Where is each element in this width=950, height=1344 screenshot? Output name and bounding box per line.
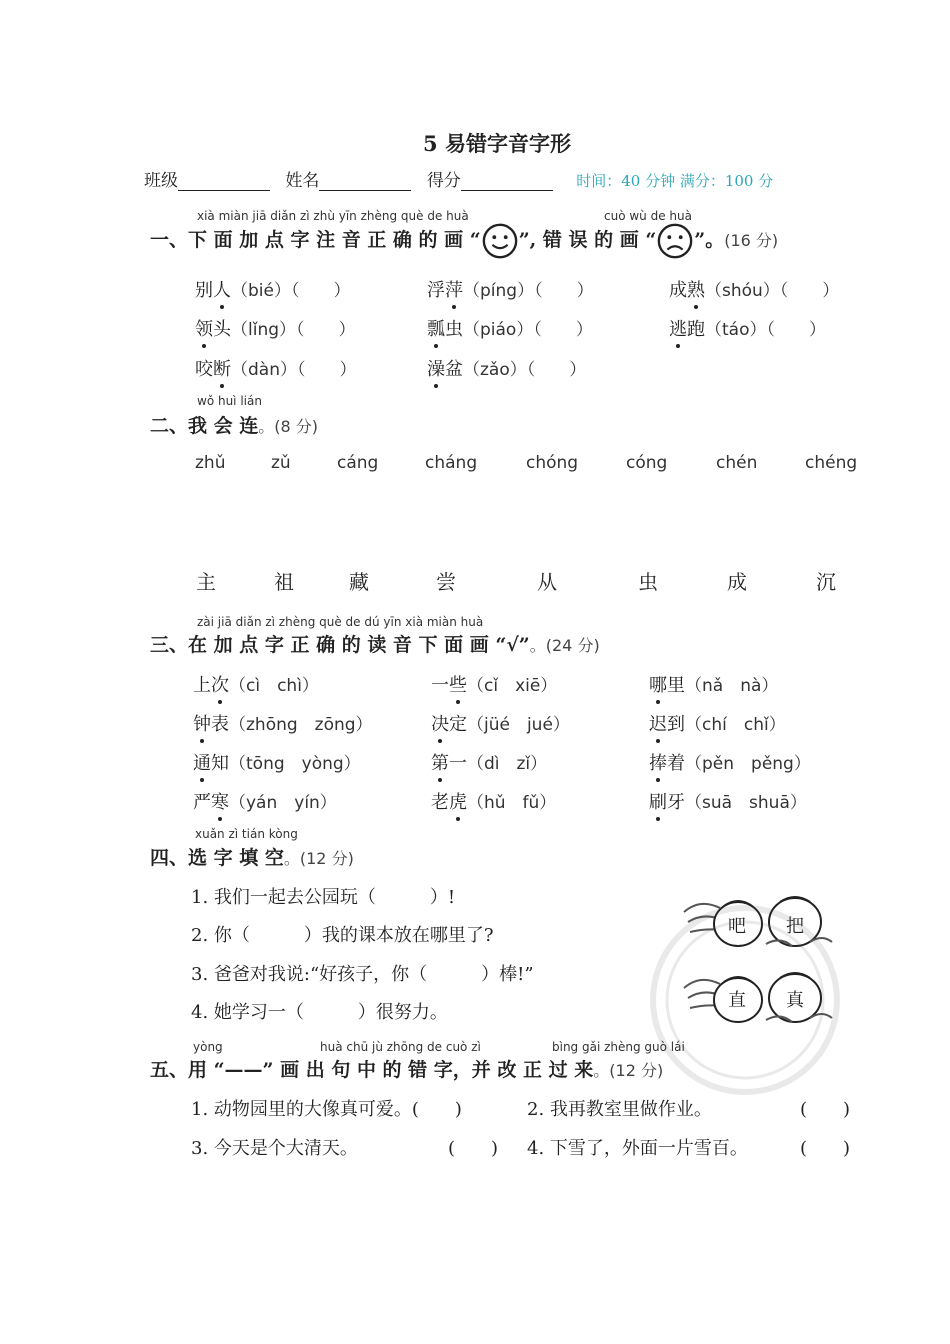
match-pinyin[interactable]: cáng bbox=[337, 453, 379, 473]
match-char[interactable]: 沉 bbox=[816, 570, 836, 594]
item-pinyin: （bié）（ ） bbox=[231, 281, 351, 301]
item-pinyin: （lǐng）（ ） bbox=[231, 320, 356, 340]
s5-sentence-1[interactable]: 1. 动物园里的大像真可爱。( ) bbox=[191, 1099, 462, 1120]
s3-item-2 bbox=[431, 671, 557, 697]
match-pinyin[interactable]: cháng bbox=[425, 453, 478, 473]
s1-text-c: ”。 bbox=[694, 229, 725, 251]
dotted-char: 逃 bbox=[669, 315, 687, 341]
item-char: 一 bbox=[431, 675, 449, 696]
item-char: 别 bbox=[195, 280, 213, 301]
s5-sentence-3[interactable]: 3. 今天是个大清天。 bbox=[191, 1138, 358, 1159]
class-label: 班级 bbox=[144, 171, 178, 191]
s4-num: 四、 bbox=[150, 847, 189, 869]
dotted-char: 人 bbox=[213, 276, 231, 302]
item-pinyin[interactable]: （cǐ xiē） bbox=[467, 676, 558, 696]
item-pinyin: （piáo）（ ） bbox=[463, 320, 593, 340]
s1-heading bbox=[150, 222, 778, 260]
s1-text-a: 下 面 加 点 字 注 音 正 确 的 画 “ bbox=[188, 229, 481, 251]
watermark-seal-icon bbox=[640, 900, 850, 1100]
dotted-char: 通 bbox=[193, 749, 211, 775]
s3-text: 在 加 点 字 正 确 的 读 音 下 面 画 “√” bbox=[188, 634, 530, 656]
dotted-char: 次 bbox=[211, 671, 229, 697]
s3-item-6 bbox=[649, 710, 786, 736]
s3-item-9 bbox=[649, 749, 811, 775]
item-char: 一 bbox=[449, 753, 467, 774]
item-char: 牙 bbox=[667, 792, 685, 813]
item-char: 跑 bbox=[687, 319, 705, 340]
item-pinyin[interactable]: （nǎ nà） bbox=[685, 676, 779, 696]
match-pinyin[interactable]: cóng bbox=[626, 453, 668, 473]
s2-num: 二、 bbox=[150, 415, 189, 437]
s3-item-7 bbox=[193, 749, 361, 775]
s1-item-7 bbox=[195, 355, 356, 381]
s4-question-2[interactable]: 2. 你（ ）我的课本放在哪里了? bbox=[191, 925, 494, 946]
dotted-char: 虎 bbox=[449, 788, 467, 814]
s5-sentence-4[interactable]: 4. 下雪了，外面一片雪百。 bbox=[527, 1138, 748, 1159]
s3-item-4 bbox=[193, 710, 373, 736]
dotted-char: 哪 bbox=[649, 671, 667, 697]
s1-num: 一、 bbox=[150, 229, 189, 251]
info-row bbox=[144, 166, 773, 191]
item-pinyin: （píng）（ ） bbox=[463, 281, 594, 301]
item-pinyin[interactable]: （hǔ fǔ） bbox=[467, 793, 557, 813]
match-pinyin[interactable]: zǔ bbox=[271, 453, 291, 473]
item-char: 表 bbox=[211, 714, 229, 735]
s1-pinyin-b: cuò wù de huà bbox=[604, 209, 692, 223]
class-field[interactable] bbox=[178, 172, 270, 191]
sad-face-icon bbox=[656, 222, 694, 260]
s1-text-b: ”, 错 误 的 画 “ bbox=[518, 229, 657, 251]
item-char: 严 bbox=[193, 792, 211, 813]
item-char: 里 bbox=[667, 675, 685, 696]
s3-item-12 bbox=[649, 788, 807, 814]
s5-answer-blank[interactable]: ( ) bbox=[800, 1099, 851, 1120]
item-char: 定 bbox=[449, 714, 467, 735]
s5-pinyin-a: yòng bbox=[193, 1040, 223, 1054]
s1-item-4 bbox=[195, 315, 356, 341]
name-label: 姓名 bbox=[285, 171, 320, 191]
s3-item-11 bbox=[431, 788, 556, 814]
s3-item-3 bbox=[649, 671, 778, 697]
item-pinyin[interactable]: （zhōng zōng） bbox=[229, 715, 373, 735]
smiley-face-icon bbox=[481, 222, 519, 260]
s3-num: 三、 bbox=[150, 634, 189, 656]
dotted-char: 捧 bbox=[649, 749, 667, 775]
item-char: 老 bbox=[431, 792, 449, 813]
item-char: 着 bbox=[667, 753, 685, 774]
item-char: 到 bbox=[667, 714, 685, 735]
time-score-info: 时间：40 分钟 满分：100 分 bbox=[576, 172, 774, 190]
s1-item-3 bbox=[669, 276, 839, 302]
item-pinyin[interactable]: （dì zǐ） bbox=[467, 754, 548, 774]
s3-item-1 bbox=[193, 671, 319, 697]
match-char[interactable]: 从 bbox=[537, 570, 557, 594]
dotted-char: 澡 bbox=[427, 355, 445, 381]
item-pinyin[interactable]: （tōng yòng） bbox=[229, 754, 361, 774]
match-pinyin[interactable]: chéng bbox=[805, 453, 858, 473]
item-pinyin[interactable]: （suā shuā） bbox=[685, 793, 807, 813]
item-pinyin: （shóu）（ ） bbox=[705, 281, 840, 301]
s3-item-8 bbox=[431, 749, 547, 775]
match-char[interactable]: 成 bbox=[727, 570, 747, 594]
item-char: 咬 bbox=[195, 359, 213, 380]
s5-pinyin-c: bìng gǎi zhèng guò lái bbox=[552, 1040, 685, 1054]
match-pinyin[interactable]: chén bbox=[716, 453, 758, 473]
match-char[interactable]: 祖 bbox=[274, 570, 294, 594]
dotted-char: 瓢 bbox=[427, 315, 445, 341]
match-pinyin[interactable]: zhǔ bbox=[195, 453, 226, 473]
item-pinyin[interactable]: （yán yín） bbox=[229, 793, 337, 813]
match-char[interactable]: 主 bbox=[196, 570, 216, 594]
dotted-char: 熟 bbox=[687, 276, 705, 302]
dotted-char: 萍 bbox=[445, 276, 463, 302]
item-pinyin: （dàn）（ ） bbox=[231, 360, 357, 380]
page-title: 5 易错字音字形 bbox=[423, 131, 571, 156]
item-char: 盆 bbox=[445, 359, 463, 380]
dotted-char: 刷 bbox=[649, 788, 667, 814]
dotted-char: 钟 bbox=[193, 710, 211, 736]
name-field[interactable] bbox=[319, 172, 411, 191]
s4-text: 选 字 填 空 bbox=[188, 847, 284, 869]
dotted-char: 断 bbox=[213, 355, 231, 381]
s4-pinyin: xuǎn zì tián kòng bbox=[195, 827, 298, 841]
s1-score: (16 分) bbox=[724, 231, 779, 250]
s5-score: 。(12 分) bbox=[593, 1061, 664, 1080]
score-field[interactable] bbox=[461, 172, 553, 191]
s5-answer-blank[interactable]: ( ) bbox=[800, 1138, 851, 1159]
s2-text: 我 会 连 bbox=[188, 415, 259, 437]
s2-heading bbox=[150, 411, 318, 438]
pumpkin-option: 直 bbox=[728, 990, 746, 1011]
item-char: 虫 bbox=[445, 319, 463, 340]
dotted-char: 决 bbox=[431, 710, 449, 736]
dotted-char: 第 bbox=[431, 749, 449, 775]
s3-pinyin: zài jiā diǎn zì zhèng què de dú yīn xià miàn huà bbox=[197, 615, 484, 629]
s4-score: 。(12 分) bbox=[283, 849, 354, 868]
item-pinyin: （táo）（ ） bbox=[705, 320, 826, 340]
item-pinyin[interactable]: （cì chì） bbox=[229, 676, 319, 696]
match-char[interactable]: 虫 bbox=[638, 570, 658, 594]
pumpkin-option: 把 bbox=[786, 916, 804, 937]
s2-score: 。(8 分) bbox=[258, 417, 319, 436]
s3-heading bbox=[150, 630, 600, 657]
match-char[interactable]: 藏 bbox=[349, 570, 369, 594]
s5-heading bbox=[150, 1055, 663, 1082]
item-char: 上 bbox=[193, 675, 211, 696]
pumpkin-option: 吧 bbox=[728, 916, 746, 937]
s4-question-1[interactable]: 1. 我们一起去公园玩（ ）! bbox=[191, 887, 456, 908]
s1-item-6 bbox=[669, 315, 826, 341]
s2-pinyin: wǒ huì lián bbox=[197, 394, 262, 408]
item-pinyin[interactable]: （pěn pěng） bbox=[685, 754, 811, 774]
item-char: 知 bbox=[211, 753, 229, 774]
score-label: 得分 bbox=[426, 171, 461, 191]
s4-question-4[interactable]: 4. 她学习一（ ）很努力。 bbox=[191, 1002, 448, 1023]
item-char: 头 bbox=[213, 319, 231, 340]
dotted-char: 领 bbox=[195, 315, 213, 341]
dotted-char: 寒 bbox=[211, 788, 229, 814]
item-pinyin: （zǎo）（ ） bbox=[463, 360, 587, 380]
s5-pinyin-b: huà chū jù zhōng de cuò zì bbox=[320, 1040, 481, 1054]
s4-heading bbox=[150, 843, 354, 870]
pumpkin-option: 真 bbox=[786, 990, 804, 1011]
s5-num: 五、 bbox=[150, 1059, 189, 1081]
item-char: 浮 bbox=[427, 280, 445, 301]
s5-answer-blank[interactable]: ( ) bbox=[448, 1138, 499, 1159]
s5-text: 用 “——” 画 出 句 中 的 错 字，并 改 正 过 来 bbox=[188, 1059, 594, 1081]
match-char[interactable]: 尝 bbox=[436, 570, 456, 594]
item-pinyin[interactable]: （jüé jué） bbox=[467, 715, 570, 735]
s1-pinyin-a: xià miàn jiā diǎn zì zhù yīn zhèng què de huà bbox=[197, 209, 469, 223]
item-pinyin[interactable]: （chí chǐ） bbox=[685, 715, 786, 735]
s3-score: 。(24 分) bbox=[529, 636, 600, 655]
dotted-char: 些 bbox=[449, 671, 467, 697]
s3-item-10 bbox=[193, 788, 337, 814]
item-char: 成 bbox=[669, 280, 687, 301]
s1-item-2 bbox=[427, 276, 594, 302]
s1-item-1 bbox=[195, 276, 350, 302]
s1-item-5 bbox=[427, 315, 593, 341]
s4-question-3[interactable]: 3. 爸爸对我说:“好孩子，你（ ）棒!” bbox=[191, 964, 534, 985]
dotted-char: 迟 bbox=[649, 710, 667, 736]
s3-item-5 bbox=[431, 710, 570, 736]
s5-sentence-2[interactable]: 2. 我再教室里做作业。 bbox=[527, 1099, 712, 1120]
match-pinyin[interactable]: chóng bbox=[526, 453, 579, 473]
s1-item-8 bbox=[427, 355, 586, 381]
